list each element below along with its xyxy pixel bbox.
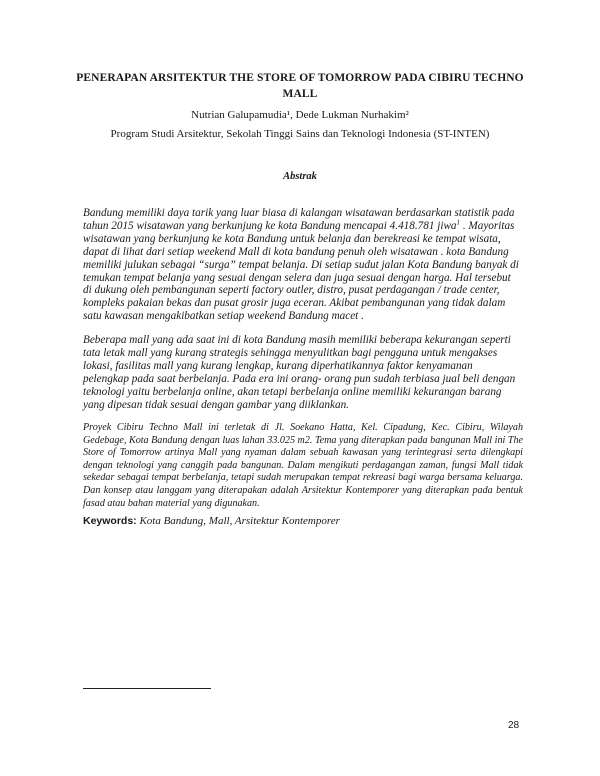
keywords-line <box>83 515 523 527</box>
keywords-label: Keywords: <box>83 515 137 527</box>
paper-title: PENERAPAN ARSITEKTUR THE STORE OF TOMORROW PADA CIBIRU TECHNO MALL <box>76 72 524 100</box>
abstract-heading: Abstrak <box>283 171 317 182</box>
abstract-paragraph-1 <box>83 207 521 323</box>
abstract-paragraph-1-text-a: Bandung memiliki daya tarik yang luar biasa di kalangan wisatawan berdasarkan statistik pada tahun 2015 wisatawan yang berkunjung ke kota Bandung mencapai 4.418.781 jiwa <box>83 207 515 232</box>
footnote-marker: 1 <box>456 218 461 227</box>
paper-affiliation: Program Studi Arsitektur, Sekolah Tinggi Sains dan Teknologi Indonesia (ST-INTEN) <box>110 128 490 140</box>
paper-authors: Nutrian Galupamudia¹, Dede Lukman Nurhakim² <box>191 109 409 121</box>
abstract-paragraph-1-text-b: . Mayoritas wisatawan yang berkunjung ke kota Bandung untuk belanja dan berekreasi ke tempat wisata, dapat di lihat dari setiap weekend Mall di kota bandung penuh oleh wisatawan . kota Bandung memiliki julukan sebagai “surga” tempat belanja. Di setiap sudut jalan Kota Bandung banyak di temukan tempat belanja yang sesuai dengan selera dan juga sesuai dengan harga. Hal tersebut di dukung oleh pembangunan seperti factory outler, distro, pusat perdagangan / trade center, kompleks pakaian bekas dan pusat grosir juga eceran. Akibat pembangunan yang tidak dalam satu kawasan mengakibatkan setiap weekend Bandung macet . <box>83 219 519 323</box>
abstract-paragraph-2: Beberapa mall yang ada saat ini di kota Bandung masih memiliki beberapa kekurangan seperti tata letak mall yang kurang strategis sehingga menyulitkan bagi pengguna untuk mengakses lokasi, fasilitas mall yang kurang lengkap, kurang diperhatikannya faktor kenyamanan pelengkap pada saat berbelanja. Pada era ini orang- orang pun sudah terbiasa jual beli dengan teknologi yaitu berbelanja online, akan tetapi berbelanja online memiliki kekurangan barang yang dipesan tidak sesuai dengan gambar yang diiklankan. <box>83 334 516 411</box>
page-number: 28 <box>508 720 520 731</box>
keywords-list: Kota Bandung, Mall, Arsitektur Kontemporer <box>136 515 340 527</box>
abstract-paragraph-3: Proyek Cibiru Techno Mall ini terletak di Jl. Soekano Hatta, Kel. Cipadung, Kec. Cibiru, Wilayah Gedebage, Kota Bandung dengan luas lahan 33.025 m2. Tema yang diterapkan pada bangunan Mall ini The Store of Tomorrow artinya Mall yang nyaman dalam sebuah kawasan yang terintegrasi serta dilengkapi dengan teknologi yang canggih pada bangunan. Dalam mengikuti perdagangan zaman, fungsi Mall tidak sekedar sebagai tempat berbelanja, tetapi sudah merupakan tempat rekreasi bagi warga bersama keluarga. Dan konsep atau langgam yang diterapakan adalah Arsitektur Kontemporer yang diterapkan pada bentuk fasad atau bahan material yang digunakan. <box>83 422 523 509</box>
footnote-divider <box>83 688 211 689</box>
